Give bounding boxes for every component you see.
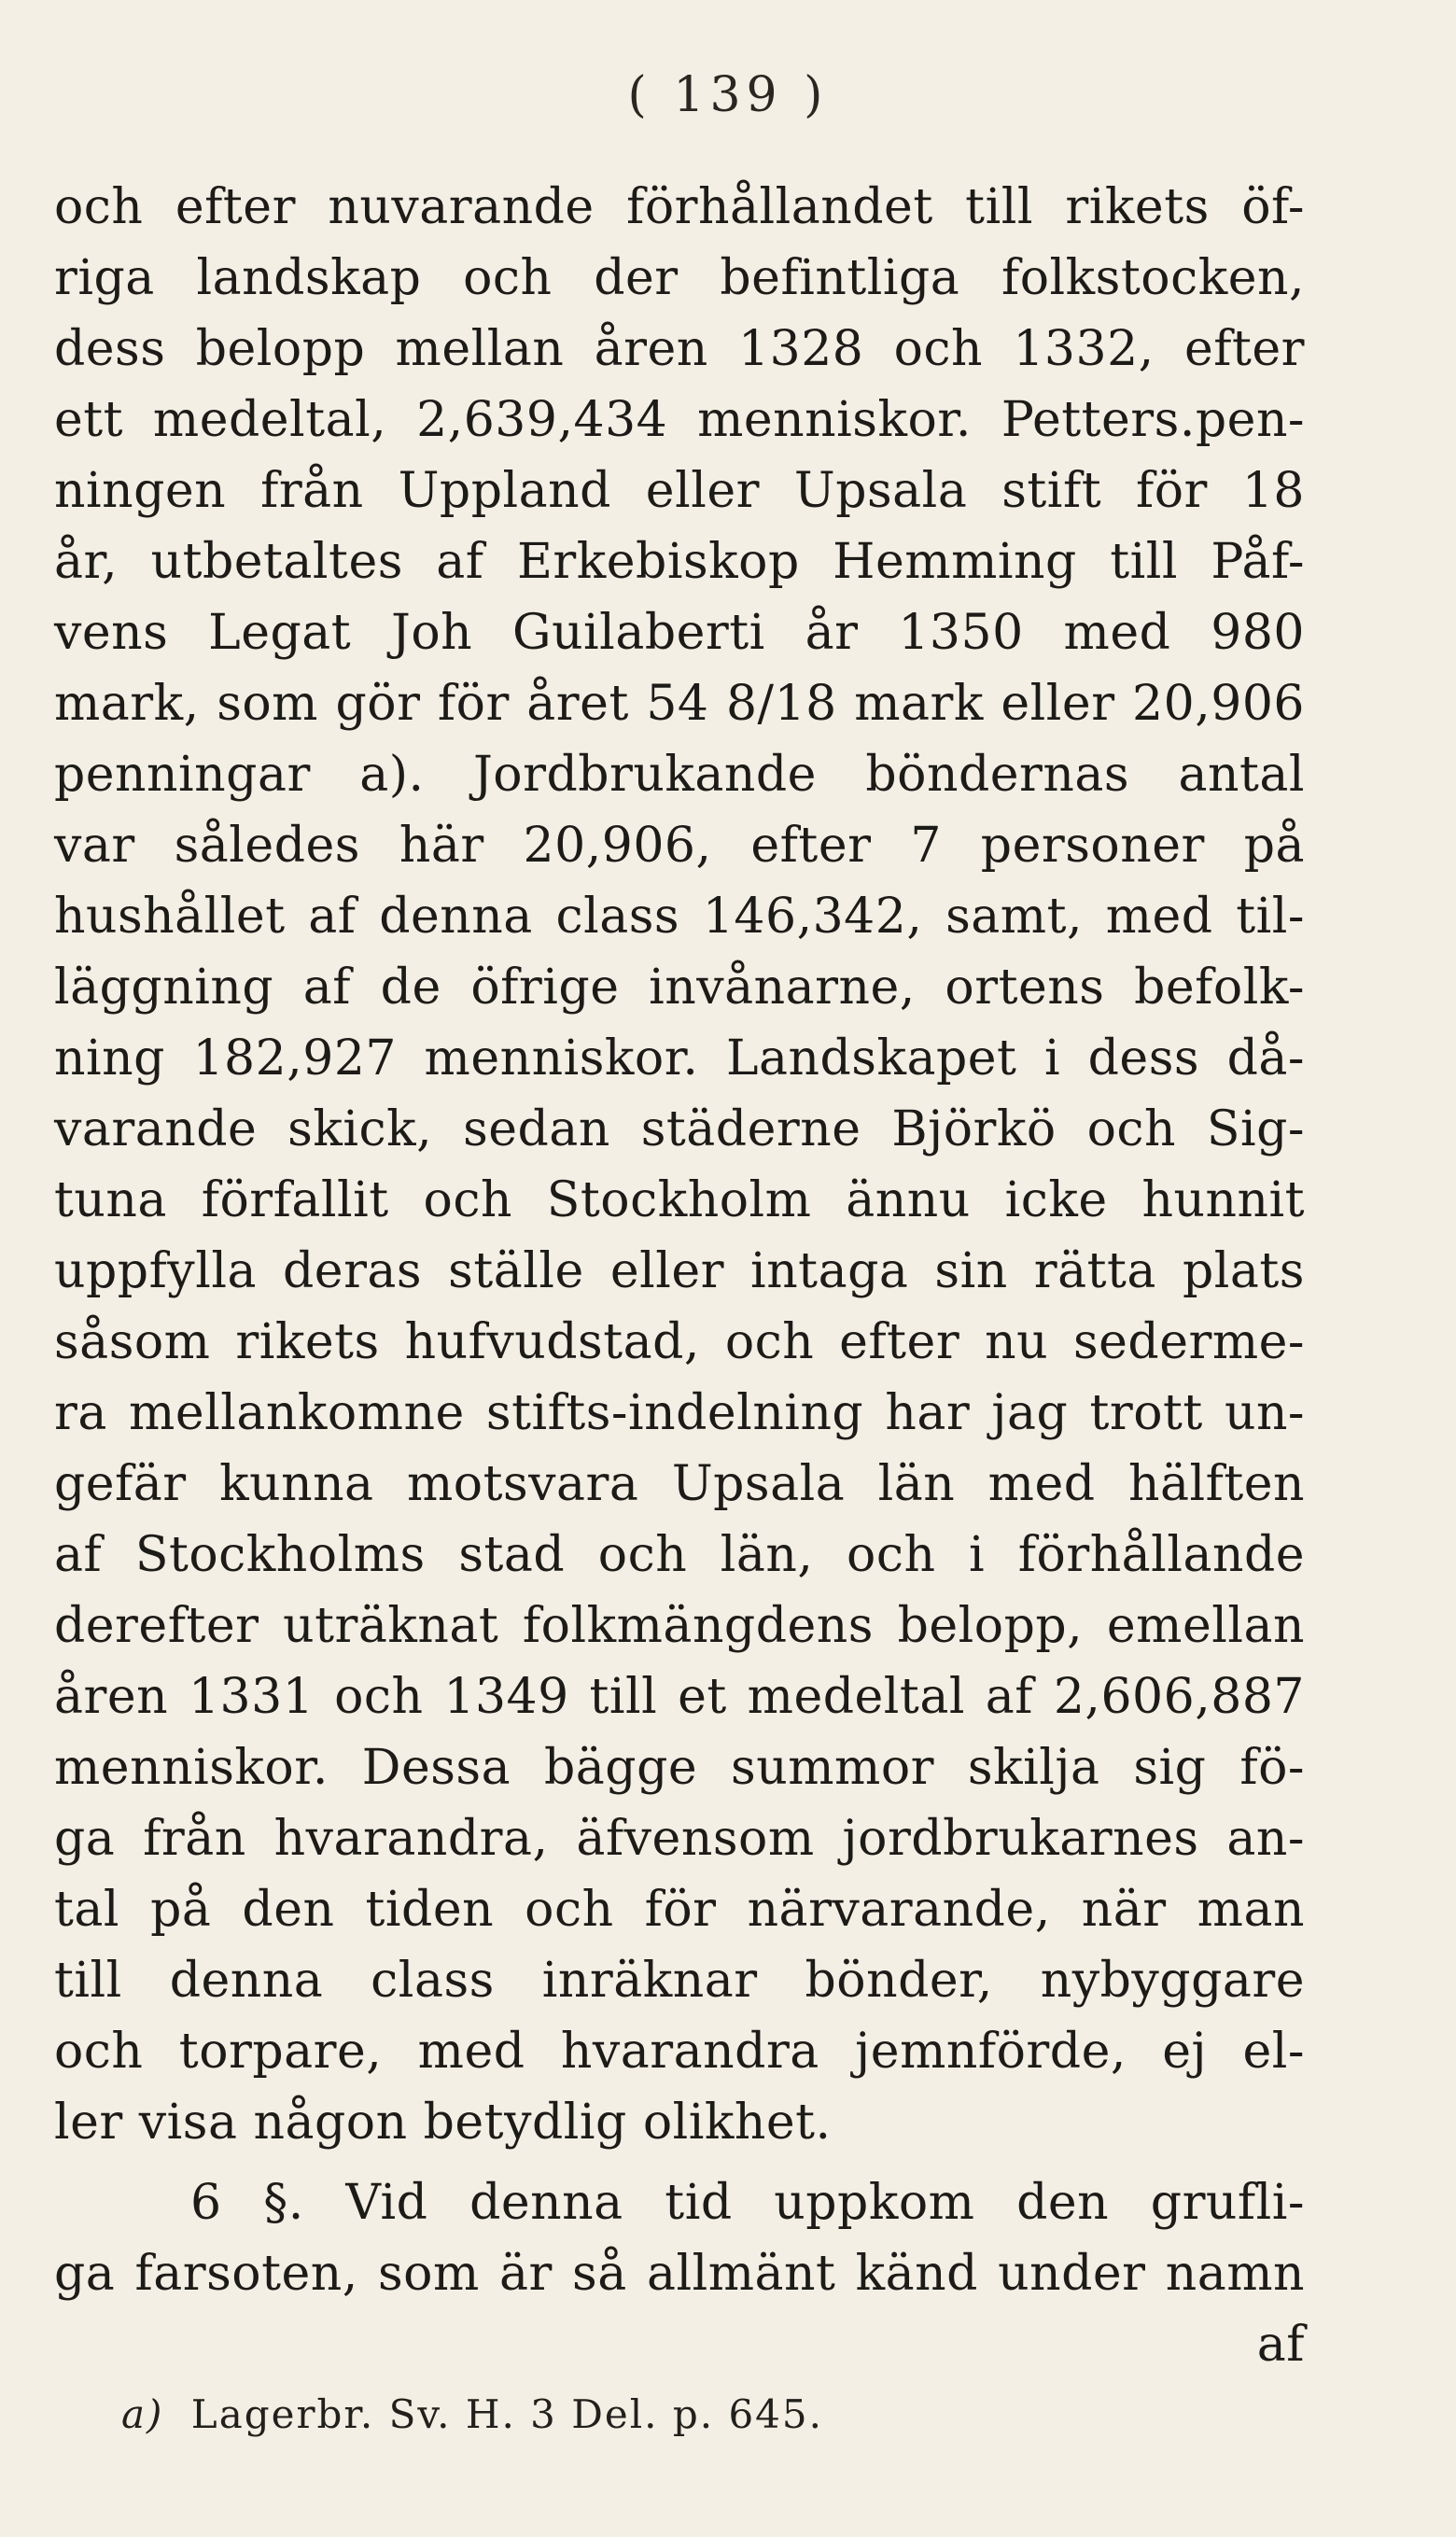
text-line: derefter uträknat folkmängdens belopp, emellan [54,1598,1305,1654]
page-number: ( 139 ) [627,67,829,123]
text-line: tuna förfallit och Stockholm ännu icke hunnit [54,1172,1305,1228]
text-line: ga från hvarandra, äfvensom jordbrukarnes an- [54,1811,1305,1867]
text-line: uppfylla deras ställe eller intaga sin rätta plats [54,1243,1305,1299]
text-line: år, utbetaltes af Erkebiskop Hemming till Påf- [54,534,1305,590]
text-line: mark, som gör för året 54 8/18 mark eller 20,906 [54,676,1305,732]
text-line: ett medeltal, 2,639,434 menniskor. Petters.pen- [54,392,1305,448]
text-line: penningar a). Jordbrukande böndernas antal [54,747,1305,803]
text-line: varande skick, sedan städerne Björkö och Sig- [54,1101,1305,1157]
text-line: dess belopp mellan åren 1328 och 1332, efter [54,321,1305,377]
text-line: vens Legat Joh Guilaberti år 1350 med 980 [54,605,1305,661]
footnote-text: Lagerbr. Sv. H. 3 Del. p. 645. [190,2391,823,2437]
section-line: ga farsoten, som är så allmänt känd under namn [54,2246,1305,2302]
text-line: till denna class inräknar bönder, nybyggare [54,1953,1305,2009]
footnote [121,2390,823,2440]
text-line: ningen från Uppland eller Upsala stift för 18 [54,463,1305,519]
text-line: menniskor. Dessa bägge summor skilja sig fö- [54,1740,1305,1796]
section-line: 6 §. Vid denna tid uppkom den grufli- [190,2175,1305,2231]
text-line: och torpare, med hvarandra jemnförde, ej el- [54,2024,1305,2080]
text-line: och efter nuvarande förhållandet till rikets öf- [54,179,1305,235]
footnote-mark: a) [121,2391,164,2437]
text-line: af Stockholms stad och län, och i förhållande [54,1527,1305,1583]
text-line: läggning af de öfrige invånarne, ortens befolk- [54,960,1305,1016]
text-line: gefär kunna motsvara Upsala län med hälften [54,1456,1305,1512]
text-line: ra mellankomne stifts-indelning har jag trott un- [54,1385,1305,1441]
catchword: af [1256,2317,1305,2373]
text-line: ning 182,927 menniskor. Landskapet i dess då- [54,1030,1305,1086]
text-line: åren 1331 och 1349 till et medeltal af 2,606,887 [54,1669,1305,1725]
text-line: var således här 20,906, efter 7 personer på [54,818,1305,874]
text-line: hushållet af denna class 146,342, samt, med til- [54,889,1305,945]
text-line: såsom rikets hufvudstad, och efter nu sederme- [54,1314,1305,1370]
text-line: tal på den tiden och för närvarande, när man [54,1882,1305,1938]
text-line: riga landskap och der befintliga folkstocken, [54,250,1305,306]
text-line: ler visa någon betydlig olikhet. [54,2095,832,2151]
